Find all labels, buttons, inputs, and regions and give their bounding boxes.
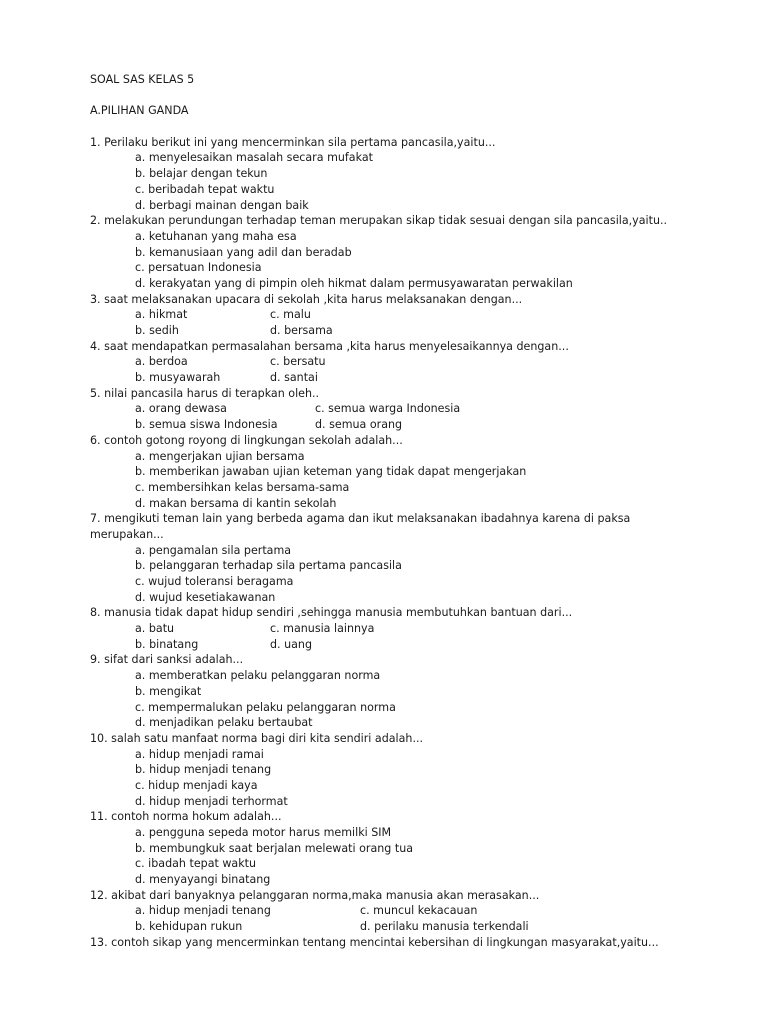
question-text: 8. manusia tidak dapat hidup sendiri ,sehingga manusia membutuhkan bantuan dari... (90, 606, 573, 620)
question-5 (90, 386, 750, 433)
option-c: c. semua warga Indonesia (315, 402, 461, 416)
document-page (90, 72, 750, 951)
option-c: c. hidup menjadi kaya (135, 778, 258, 792)
option-a: a. batu (135, 622, 175, 636)
question-text: 7. mengikuti teman lain yang berbeda agama dan ikut melaksanakan ibadahnya karena di paksa merupakan... (90, 512, 631, 541)
option-d: d. menyayangi binatang (135, 873, 271, 887)
option-a: a. hidup menjadi ramai (135, 747, 264, 761)
option-b: b. kemanusiaan yang adil dan beradab (135, 245, 352, 259)
option-c: c. ibadah tepat waktu (135, 857, 257, 871)
option-d: d. perilaku manusia terkendali (360, 920, 529, 934)
question-11 (90, 809, 750, 887)
option-c: c. malu (270, 308, 311, 322)
option-c: c. manusia lainnya (270, 622, 375, 636)
option-d: d. semua orang (315, 418, 403, 432)
option-b: b. musyawarah (135, 371, 221, 385)
question-text: 6. contoh gotong royong di lingkungan sekolah adalah... (90, 433, 403, 447)
option-a: a. menyelesaikan masalah secara mufakat (135, 151, 373, 165)
option-d: d. bersama (270, 324, 333, 337)
option-b: b. sedih (135, 324, 179, 337)
option-c: c. persatuan Indonesia (135, 261, 262, 275)
option-d: d. kerakyatan yang di pimpin oleh hikmat dalam permusyawaratan perwakilan (135, 276, 573, 290)
option-d: d. wujud kesetiakawanan (135, 590, 276, 604)
option-b: b. mengikat (135, 684, 202, 698)
question-text: 1. Perilaku berikut ini yang mencerminkan sila pertama pancasila,yaitu... (90, 135, 496, 149)
option-a: a. ketuhanan yang maha esa (135, 229, 297, 243)
option-b: b. pelanggaran terhadap sila pertama pancasila (135, 559, 402, 573)
option-b: b. hidup menjadi tenang (135, 763, 272, 777)
option-a: a. berdoa (135, 355, 188, 369)
question-text: 2. melakukan perundungan terhadap teman merupakan sikap tidak sesuai dengan sila pancasila,yaitu.. (90, 214, 668, 228)
question-10 (90, 731, 750, 809)
question-2 (90, 213, 750, 291)
question-text: 13. contoh sikap yang mencerminkan tentang mencintai kebersihan di lingkungan masyarakat,yaitu... (90, 935, 659, 949)
question-3 (90, 292, 750, 339)
question-4 (90, 339, 750, 386)
question-text: 10. salah satu manfaat norma bagi diri kita sendiri adalah... (90, 731, 424, 745)
option-c: c. mempermalukan pelaku pelanggaran norma (135, 700, 396, 714)
option-d: d. hidup menjadi terhormat (135, 794, 288, 808)
question-1 (90, 135, 750, 213)
question-7 (90, 511, 750, 605)
question-text: 12. akibat dari banyaknya pelanggaran norma,maka manusia akan merasakan... (90, 888, 540, 902)
option-b: b. belajar dengan tekun (135, 167, 268, 181)
question-text: 3. saat melaksanakan upacara di sekolah ,kita harus melaksanakan dengan... (90, 292, 523, 306)
question-9 (90, 652, 750, 730)
question-12 (90, 888, 750, 935)
option-a: a. orang dewasa (135, 402, 227, 416)
question-8 (90, 605, 750, 652)
option-b: b. memberikan jawaban ujian keteman yang tidak dapat mengerjakan (135, 465, 527, 479)
option-c: c. muncul kekacauan (360, 904, 478, 918)
option-c: c. wujud toleransi beragama (135, 575, 294, 589)
section-heading: A.PILIHAN GANDA (90, 104, 189, 118)
option-d: d. uang (270, 637, 312, 651)
question-text: 9. sifat dari sanksi adalah... (90, 653, 244, 667)
option-b: b. binatang (135, 637, 199, 651)
option-d: d. menjadikan pelaku bertaubat (135, 716, 313, 730)
document-title: SOAL SAS KELAS 5 (90, 73, 195, 86)
option-a: a. memberatkan pelaku pelanggaran norma (135, 669, 381, 683)
option-a: a. mengerjakan ujian bersama (135, 449, 305, 463)
question-text: 5. nilai pancasila harus di terapkan oleh.. (90, 386, 320, 400)
question-text: 11. contoh norma hokum adalah... (90, 810, 282, 824)
option-c: c. beribadah tepat waktu (135, 182, 275, 196)
option-b: b. kehidupan rukun (135, 920, 243, 934)
option-a: a. pengamalan sila pertama (135, 543, 292, 557)
option-a: a. hikmat (135, 308, 188, 322)
option-a: a. hidup menjadi tenang (135, 904, 271, 918)
option-b: b. semua siswa Indonesia (135, 418, 278, 432)
question-text: 4. saat mendapatkan permasalahan bersama ,kita harus menyelesaikannya dengan... (90, 339, 569, 353)
option-a: a. pengguna sepeda motor harus memilki SIM (135, 826, 392, 840)
option-d: d. makan bersama di kantin sekolah (135, 496, 337, 510)
question-6 (90, 433, 750, 511)
option-c: c. bersatu (270, 355, 326, 369)
option-d: d. santai (270, 371, 318, 385)
option-b: b. membungkuk saat berjalan melewati orang tua (135, 841, 414, 855)
question-13 (90, 935, 750, 951)
option-d: d. berbagi mainan dengan baik (135, 198, 309, 212)
option-c: c. membersihkan kelas bersama-sama (135, 480, 350, 494)
